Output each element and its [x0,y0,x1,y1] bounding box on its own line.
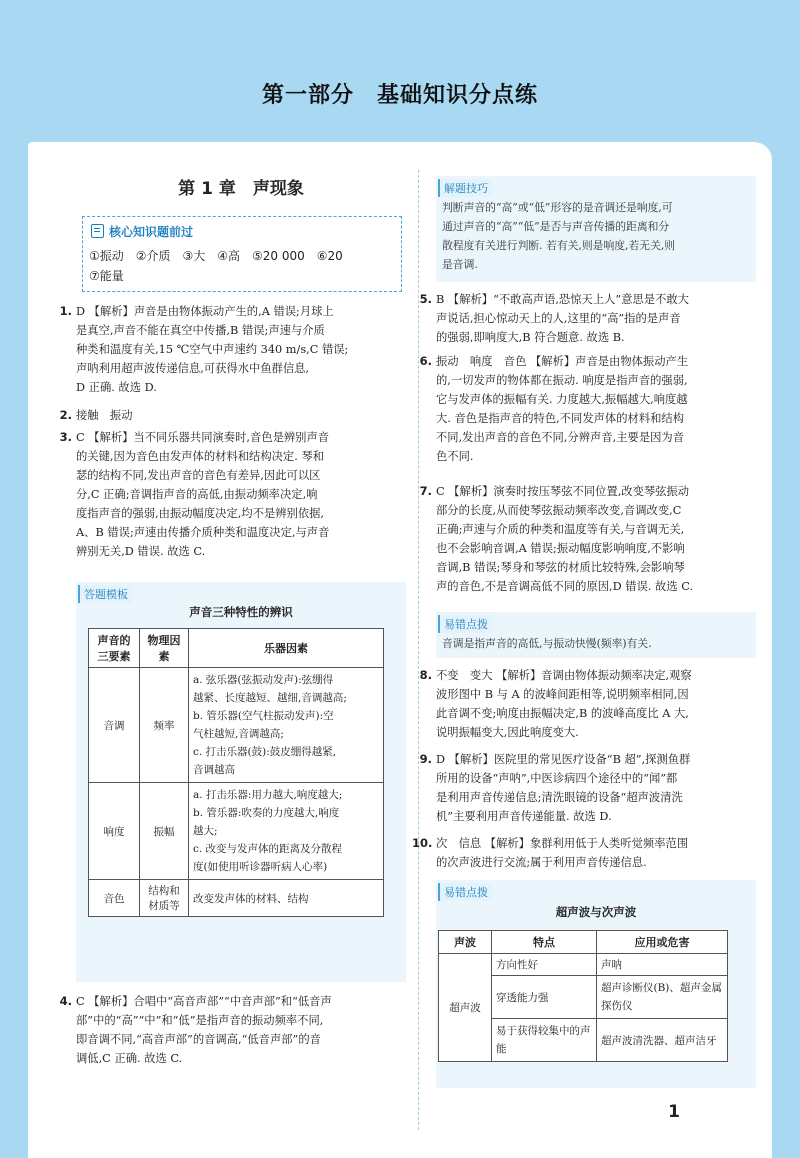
answer-line: C 【解析】演奏时按压琴弦不同位置,改变琴弦振动 [436,485,690,498]
question-number: 4. [59,994,72,1008]
answer-line: 分,C 正确;音调指声音的高低,由振动频率决定,响 [76,488,318,501]
page-sheet [28,142,772,1158]
answer-line: 调低,C 正确. 故选 C. [76,1052,183,1065]
answer-line: 声的音色,不是音调高低不同的原因,D 错误. 故选 C. [436,580,694,593]
answer-line: 色不同. [436,450,474,463]
core-answers-line-1: ①振动 ②介质 ③大 ④高 ⑤20 000 ⑥20 [89,249,343,263]
table-cell: 结构和材质等 [140,880,189,917]
answer-line: 瑟的结构不同,发出声音的音色有差异,因此可以区 [76,469,321,482]
question-9 [419,750,756,826]
answer-line: 是真空,声音不能在真空中传播,B 错误;声速与介质 [76,324,325,337]
answer-line: 的强弱,即响度大,B 符合题意. 故选 B. [436,331,625,344]
answer-line: 次 信息 【解析】象群利用低于人类听觉频率范围 [436,837,689,850]
question-2 [59,406,406,425]
error-tip-panel-1 [436,612,756,658]
table-cell: 超声波清洗器、超声洁牙 [597,1019,728,1062]
answer-line: 种类和温度有关,15 ℃空气中声速约 340 m/s,C 错误; [76,343,349,356]
answer-template-tag: 答题模板 [78,585,132,603]
table-cell: 响度 [89,783,140,880]
question-5 [419,290,756,347]
answer-line: A、B 错误;声速由传播介质种类和温度决定,与声音 [76,526,330,539]
table-header: 特点 [492,931,597,954]
table-cell [189,880,384,917]
answer-line: 它与发声体的振幅有关. 力度越大,振幅越大,响度越 [436,393,688,406]
question-number: 3. [59,430,72,444]
answer-line: 所用的设备“声呐”,中医诊病四个途径中的“闻”都 [436,772,678,785]
table-cell: 方向性好 [492,954,597,976]
tip-line: 散程度有关进行判断. 若有关,则是响度,若无关,则 [442,239,676,252]
table-cell: 频率 [140,668,189,783]
table-row [89,783,384,880]
question-number: 5. [419,292,432,306]
cell-line: a. 打击乐器:用力越大,响度越大; [193,789,343,801]
answer-line: 此音调不变;响度由振幅决定,B 的波峰高度比 A 大, [436,707,689,720]
cell-line: 越大; [193,825,218,837]
table-cell: 穿透能力强 [492,976,597,1019]
cell-line: 气柱越短,音调越高; [193,728,284,740]
question-4 [59,992,406,1068]
cell-line: a. 弦乐器(弦振动发声):弦绷得 [193,674,334,686]
answer-template-panel [76,582,406,982]
tip-line: 是音调. [442,258,478,271]
answer-line: 不变 变大 【解析】音调由物体振动频率决定,观察 [436,669,692,682]
error-tip-tag: 易错点拨 [438,615,492,633]
answer-line: C 【解析】合唱中“高音声部”“中音声部”和“低音声 [76,995,332,1008]
cell-line: 改变发声体的材料、结构 [193,892,309,905]
core-knowledge-title [91,223,193,240]
answer-line: 即音调不同,“高音声部”的音调高,“低音声部”的音 [76,1033,321,1046]
answer-line: D 【解析】声音是由物体振动产生的,A 错误;月球上 [76,305,334,318]
table-header: 乐器因素 [189,629,384,668]
banner [0,0,800,140]
question-10 [412,834,756,872]
cell-line: c. 打击乐器(鼓):鼓皮绷得越紧, [193,746,337,758]
answer-line: 的关键,因为音色由发声体的材料和结构决定. 琴和 [76,450,325,463]
answer-line: 机”主要利用声音传递能量. 故选 D. [436,810,612,823]
table-cell [189,668,384,783]
note-icon [91,224,104,238]
core-knowledge-box [82,216,402,292]
question-7 [419,482,756,596]
answer-line: B 【解析】“不敢高声语,恐惊天上人”意思是不敢大 [436,293,689,306]
question-number: 2. [59,408,72,422]
core-answers-line-2: ⑦能量 [89,269,124,283]
question-number: 1. [59,304,72,318]
solving-tip-tag: 解题技巧 [438,179,492,197]
question-number: 7. [419,484,432,498]
answer-line: 的,一切发声的物体都在振动. 响度是指声音的强弱, [436,374,688,387]
table-row [439,954,728,976]
question-number: 9. [419,752,432,766]
cell-line: b. 管乐器:吹奏的力度越大,响度 [193,807,340,819]
answer-line: 声说话,担心惊动天上的人,这里的“高”指的是声音 [436,312,681,325]
table-title: 声音三种特性的辨识 [189,605,293,619]
page-number: 1 [668,1102,680,1122]
tip-line: 通过声音的“高”“低”是否与声音传播的距离和分 [442,220,670,233]
error-tip-text: 音调是指声音的高低,与振动快慢(频率)有关. [442,637,652,650]
answer-line: 是利用声音传递信息;清洗眼镜的设备“超声波清洗 [436,791,683,804]
cell-line: 度(如使用听诊器听病人心率) [193,861,328,873]
table-header: 物理因素 [140,629,189,668]
error-tip-panel-2 [436,880,756,1088]
cell-line: b. 管乐器(空气柱振动发声):空 [193,710,334,722]
sound-characteristics-table [88,628,384,917]
answer-line: 部”中的“高”“中”和“低”是指声音的振动频率不同, [76,1014,324,1027]
question-8 [419,666,756,742]
table-header: 声波 [439,931,492,954]
answer-line: 声呐利用超声波传递信息,可获得水中鱼群信息, [76,362,310,375]
error-tip-tag: 易错点拨 [438,883,492,901]
answer-line: 大. 音色是指声音的特色,不同发声体的材料和结构 [436,412,685,425]
table-cell [189,783,384,880]
table-cell: 音调 [89,668,140,783]
table-header-row [439,931,728,954]
question-number: 10. [412,836,433,850]
question-3 [59,428,406,561]
table-cell: 振幅 [140,783,189,880]
table-row [89,880,384,917]
cell-line: c. 改变与发声体的距离及分散程 [193,843,343,855]
column-divider [418,170,419,1130]
table-row [89,668,384,783]
answer-line: 度指声音的强弱,由振动幅度决定,均不是辨别依据, [76,507,325,520]
table-cell: 易于获得较集中的声能 [492,1019,597,1062]
answer-line: 辨别无关,D 错误. 故选 C. [76,545,206,558]
ultrasound-infrasound-table [438,930,728,1062]
answer-line: 接触 振动 [76,409,133,422]
table-cell: 超声诊断仪(B)、超声金属探伤仪 [597,976,728,1019]
question-number: 6. [419,354,432,368]
question-number: 8. [419,668,432,682]
table-title: 超声波与次声波 [555,905,637,919]
answer-line: 部分的长度,从而使琴弦振动频率改变,音调改变,C [436,504,682,517]
answer-line: 音调,B 错误;琴身和琴弦的材质比较特殊,会影响琴 [436,561,685,574]
question-6 [419,352,756,466]
table-header-row [89,629,384,668]
table-cell: 声呐 [597,954,728,976]
question-1 [59,302,406,397]
part-title: 第一部分 基础知识分点练 [261,83,538,108]
solving-tip-panel [436,176,756,282]
answer-line: 的次声波进行交流;属于利用声音传递信息. [436,856,647,869]
answer-line: 正确;声速与介质的种类和温度等有关,与音调无关, [436,523,685,536]
cell-line: 音调越高 [193,764,235,776]
core-knowledge-label: 核心知识题前过 [109,225,194,239]
tip-text [442,198,675,274]
table-header: 应用或危害 [597,931,728,954]
tip-line: 判断声音的“高”或“低”形容的是音调还是响度,可 [442,201,673,214]
answer-line: 说明振幅变大,因此响度变大. [436,726,579,739]
answer-line: C 【解析】当不同乐器共同演奏时,音色是辨别声音 [76,431,330,444]
table-cell: 音色 [89,880,140,917]
cell-line: 越紧、长度越短、越细,音调越高; [193,692,347,704]
answer-line: D 正确. 故选 D. [76,381,157,394]
answer-line: 不同,发出声音的音色不同,分辨声音,主要是因为音 [436,431,685,444]
answer-line: 波形图中 B 与 A 的波峰间距相等,说明频率相同,因 [436,688,689,701]
answer-line: D 【解析】医院里的常见医疗设备“B 超”,探测鱼群 [436,753,691,766]
table-cell: 超声波 [439,954,492,1062]
answer-line: 也不会影响音调,A 错误;振动幅度影响响度,不影响 [436,542,685,555]
answer-line: 振动 响度 音色 【解析】声音是由物体振动产生 [436,355,689,368]
table-header: 声音的三要素 [89,629,140,668]
chapter-title: 第 1 章 声现象 [178,179,304,199]
